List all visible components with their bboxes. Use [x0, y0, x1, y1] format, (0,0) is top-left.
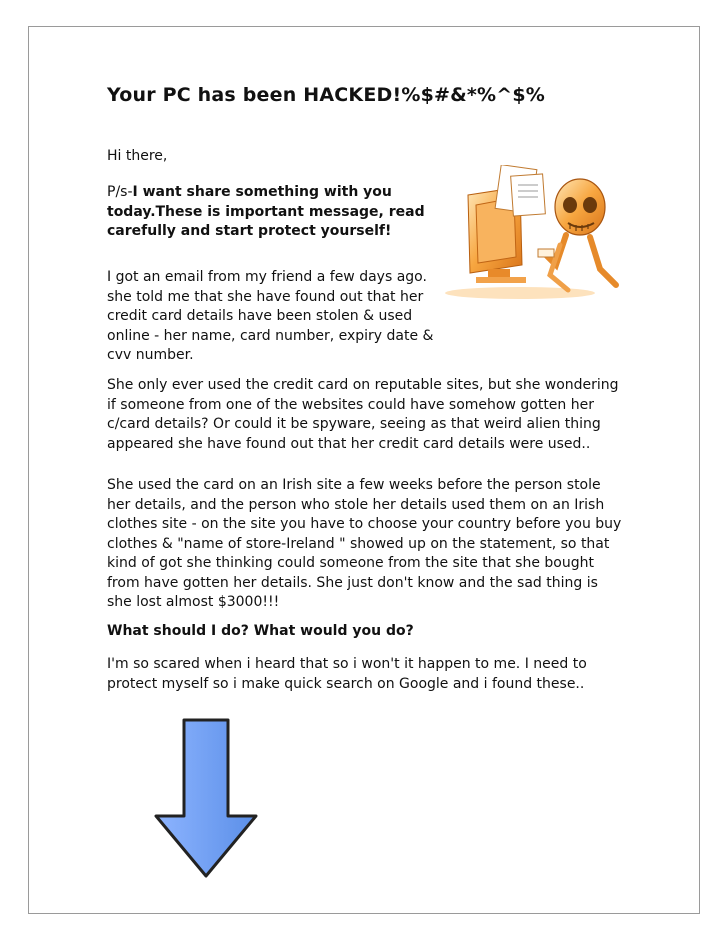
ps-prefix: P/s- — [107, 184, 133, 200]
page-title: Your PC has been HACKED!%$#&*%^$% — [107, 84, 546, 106]
ps-note — [107, 183, 437, 242]
down-arrow-icon — [150, 712, 262, 882]
greeting-text: Hi there, — [107, 148, 168, 164]
ps-bold-text: I want share something with you today.These is important message, read carefully and start protect yourself! — [107, 184, 425, 239]
paragraph-reputable-sites: She only ever used the credit card on reputable sites, but she wondering if someone from one of the websites could have somehow gotten her c/card details? Or could it be spyware, seeing as that weird alien thing appeared she have found out that her credit card details were used.. — [107, 377, 619, 452]
paragraph-search: I'm so scared when i heard that so i won't it happen to me. I need to protect myself so i make quick search on Google and i found these.. — [107, 656, 587, 692]
paragraph-irish-site: She used the card on an Irish site a few weeks before the person stole her details, and the person who stole her details used them on an Irish clothes site - on the site you have to choose your country before you buy clothes & "name of store-Ireland " showed up on the statement, so that kind of got she thinking could someone from the site that she bought from have gotten her details. She just don't know and the sad thing is she lost almost $3000!!! — [107, 477, 622, 610]
question-heading: What should I do? What would you do? — [107, 623, 414, 639]
hacker-skeleton-illustration — [440, 165, 620, 300]
paragraph-email: I got an email from my friend a few days ago. she told me that she have found out that her credit card details have been stolen & used online - her name, card number, expiry date & cvv number. — [107, 269, 434, 363]
